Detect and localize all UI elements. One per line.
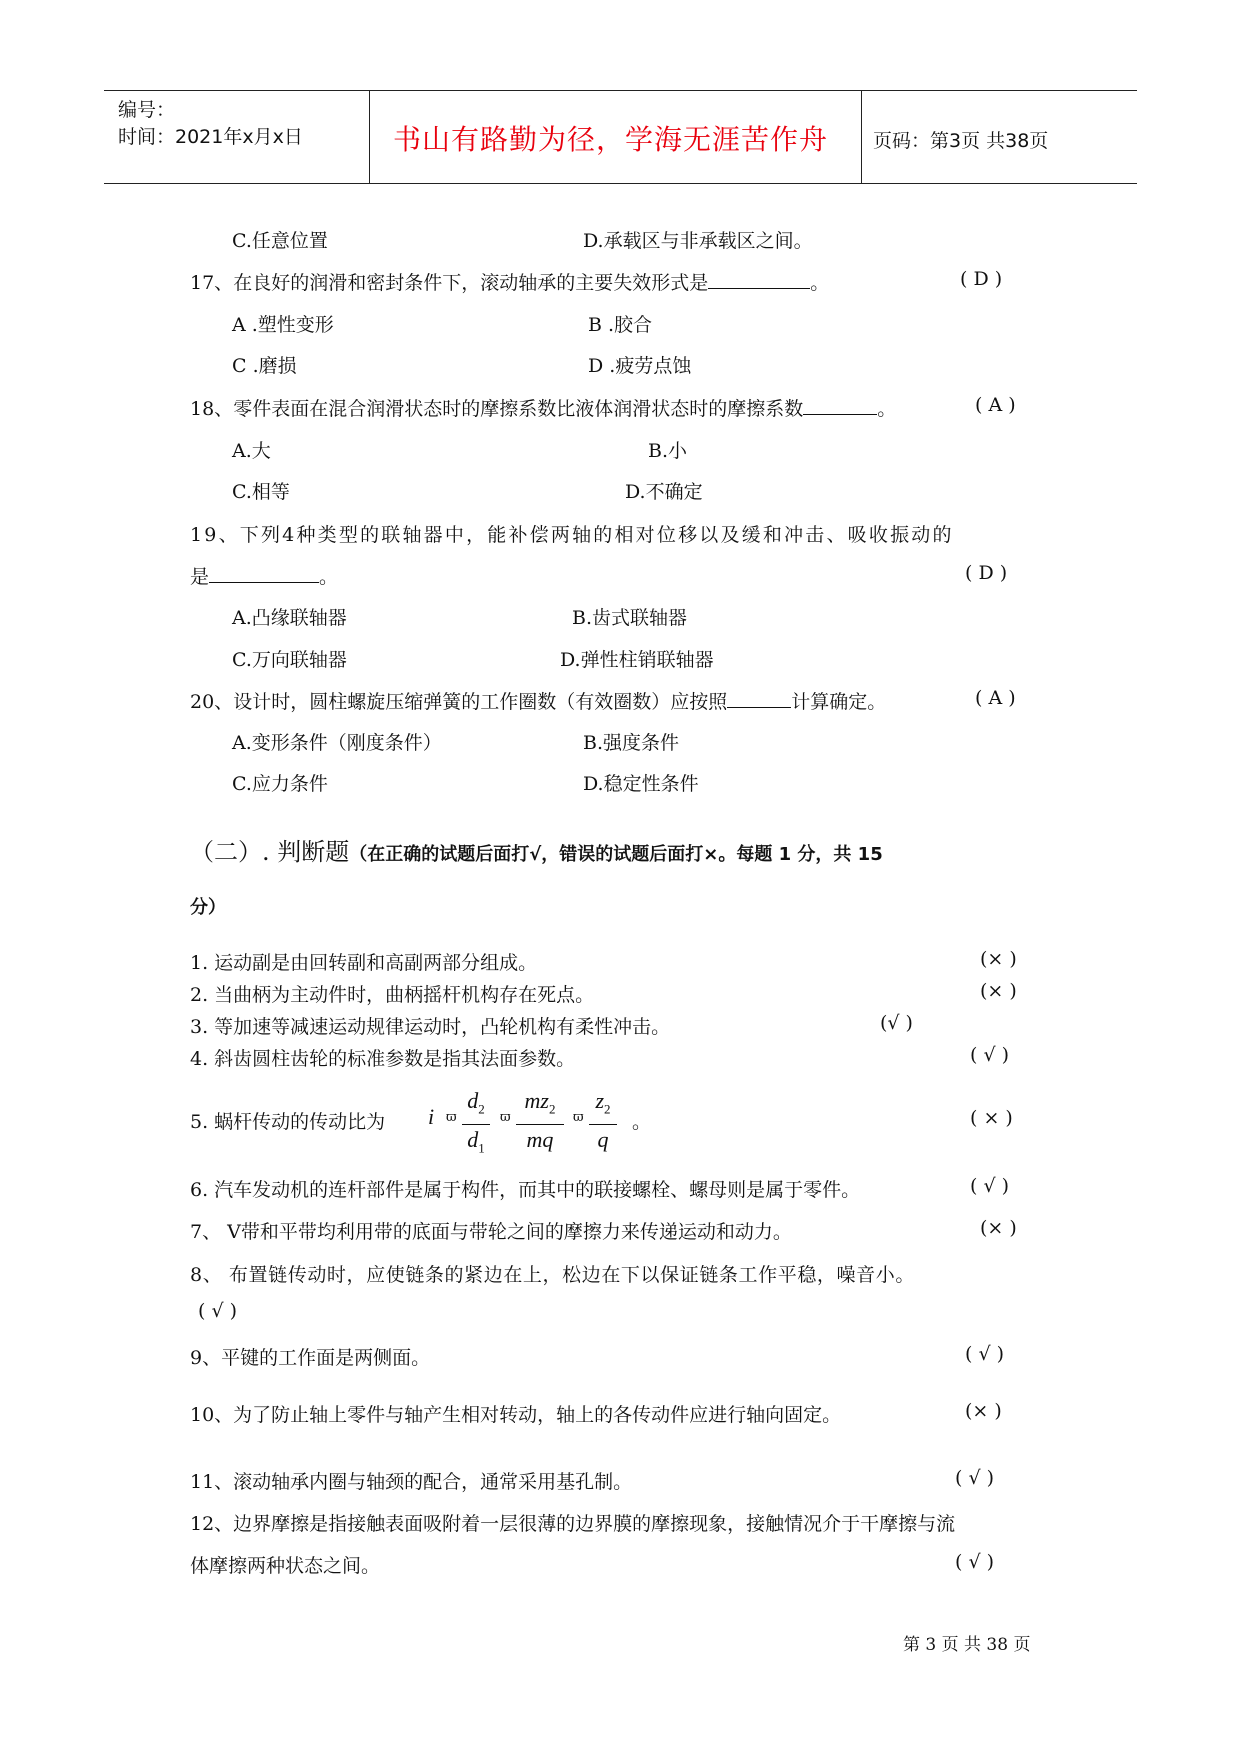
q20-option-c: C.应力条件 xyxy=(232,773,328,795)
q18-option-c: C.相等 xyxy=(232,481,290,503)
tf11-text: 11、滚动轴承内圈与轴颈的配合，通常采用基孔制。 xyxy=(190,1471,633,1493)
q18-text: 零件表面在混合润滑状态时的摩擦系数比液体润滑状态时的摩擦系数 xyxy=(233,398,804,420)
q20-text: 设计时，圆柱螺旋压缩弹簧的工作圈数（有效圈数）应按照 xyxy=(233,691,728,713)
section2-heading xyxy=(190,832,883,867)
formula-frac-1-num: $d_2$ xyxy=(467,1088,485,1117)
formula-frac-3 xyxy=(589,1088,617,1153)
q20-option-a: A.变形条件（刚度条件） xyxy=(232,732,442,754)
q18-answer: ( A ) xyxy=(975,394,1016,416)
time-label: 时间：2021年x月x日 xyxy=(118,126,303,148)
tf6-answer: ( √ ) xyxy=(970,1175,1010,1197)
q19-number: 19、 xyxy=(190,524,240,546)
q17-option-b: B .胶合 xyxy=(588,314,653,336)
q18-option-d: D.不确定 xyxy=(625,481,703,503)
q18-option-a: A.大 xyxy=(232,440,271,462)
formula-frac-1-den: $d_1$ xyxy=(467,1127,485,1156)
q19-text2: 是 xyxy=(190,566,210,588)
q19-stem xyxy=(190,520,954,547)
tf4-text: 4. 斜齿圆柱齿轮的标准参数是指其法面参数。 xyxy=(190,1048,576,1070)
tf10-answer: (× ) xyxy=(965,1400,1002,1422)
formula-lhs: i xyxy=(428,1104,435,1129)
q18-option-b: B.小 xyxy=(648,440,688,462)
q19-option-a: A.凸缘联轴器 xyxy=(232,607,347,629)
section2-note-end: 分） xyxy=(190,897,226,918)
q17-stem xyxy=(190,268,829,295)
formula-frac-1 xyxy=(462,1088,490,1162)
tf4-answer: ( √ ) xyxy=(970,1044,1010,1066)
tf2-text: 2. 当曲柄为主动件时，曲柄摇杆机构存在死点。 xyxy=(190,984,595,1006)
tf3-text: 3. 等加速等减速运动规律运动时，凸轮机构有柔性冲击。 xyxy=(190,1016,671,1038)
q19-option-c: C.万向联轴器 xyxy=(232,649,347,671)
formula-frac-1-bar xyxy=(462,1124,490,1125)
formula-equals-3: ϖ xyxy=(573,1110,584,1125)
formula-frac-2-bar xyxy=(516,1124,564,1125)
tf11-answer: ( √ ) xyxy=(955,1467,995,1489)
q20-option-d: D.稳定性条件 xyxy=(583,773,699,795)
header-bottom-rule xyxy=(104,183,1137,184)
formula-equals-2: ϖ xyxy=(500,1110,511,1125)
header-top-rule xyxy=(104,90,1137,91)
tf12-text: 12、边界摩擦是指接触表面吸附着一层很薄的边界膜的摩擦现象，接触情况介于干摩擦与流 xyxy=(190,1513,956,1535)
q20-suffix: 计算确定。 xyxy=(791,691,887,713)
q20-stem xyxy=(190,687,886,714)
formula-frac-2-den: mq xyxy=(526,1127,554,1153)
q20-blank xyxy=(727,689,791,708)
tf9-answer: ( √ ) xyxy=(965,1343,1005,1365)
tf7-text: 7、 V带和平带均利用带的底面与带轮之间的摩擦力来传递运动和动力。 xyxy=(190,1221,792,1243)
tf5-answer: ( × ) xyxy=(970,1107,1013,1129)
q19-answer: ( D ) xyxy=(965,562,1008,584)
tf1-answer: (× ) xyxy=(980,948,1017,970)
q18-blank xyxy=(803,396,877,415)
q20-option-b: B.强度条件 xyxy=(583,732,680,754)
q17-blank xyxy=(708,270,810,289)
q17-answer: ( D ) xyxy=(960,268,1003,290)
formula-frac-3-num: $z_2$ xyxy=(595,1088,611,1117)
serial-label: 编号： xyxy=(118,99,176,121)
q16-option-c: C.任意位置 xyxy=(232,230,328,252)
q17-number: 17、 xyxy=(190,272,234,294)
tf2-answer: (× ) xyxy=(980,980,1017,1002)
q20-number: 20、 xyxy=(190,691,234,713)
formula-frac-2 xyxy=(516,1088,564,1153)
q18-stem xyxy=(190,394,896,421)
tf7-answer: (× ) xyxy=(980,1217,1017,1239)
q18-number: 18、 xyxy=(190,398,234,420)
q19-option-b: B.齿式联轴器 xyxy=(572,607,688,629)
tf12-answer: ( √ ) xyxy=(955,1551,995,1573)
tf9-text: 9、平键的工作面是两侧面。 xyxy=(190,1347,431,1369)
q19-text: 下列4种类型的联轴器中，能补偿两轴的相对位移以及缓和冲击、吸收振动的 xyxy=(239,524,954,546)
q19-option-d: D.弹性柱销联轴器 xyxy=(560,649,714,671)
formula-frac-3-bar xyxy=(589,1124,617,1125)
q19-blank xyxy=(209,564,319,583)
tf8-answer: ( √ ) xyxy=(198,1300,238,1322)
q17-option-a: A .塑性变形 xyxy=(232,314,334,336)
section2-title: （二）. 判断题 xyxy=(190,838,350,866)
tf8-text: 8、 布置链传动时，应使链条的紧边在上，松边在下以保证链条工作平稳，噪音小。 xyxy=(190,1264,915,1286)
q20-answer: ( A ) xyxy=(975,687,1016,709)
q17-option-d: D .疲劳点蚀 xyxy=(588,355,692,377)
q16-option-d: D.承载区与非承载区之间。 xyxy=(583,230,813,252)
tf1-text: 1. 运动副是由回转副和高副两部分组成。 xyxy=(190,952,538,974)
tf12-text-line2: 体摩擦两种状态之间。 xyxy=(190,1555,381,1577)
q19-stem-line2 xyxy=(190,562,338,589)
q17-option-c: C .磨损 xyxy=(232,355,297,377)
formula-end: 。 xyxy=(632,1111,652,1133)
q17-suffix: 。 xyxy=(810,272,830,294)
tf5-text: 5. 蜗杆传动的传动比为 xyxy=(190,1111,386,1133)
formula-frac-2-num: $mz_2$ xyxy=(524,1088,556,1117)
header-page-info: 页码：第3页 共38页 xyxy=(873,130,1049,152)
section2-note: （在正确的试题后面打√，错误的试题后面打×。每题 1 分，共 15 xyxy=(349,844,883,865)
header-motto: 书山有路勤为径，学海无涯苦作舟 xyxy=(393,123,829,156)
formula-equals-1: ϖ xyxy=(446,1110,457,1125)
tf6-text: 6. 汽车发动机的连杆部件是属于构件，而其中的联接螺栓、螺母则是属于零件。 xyxy=(190,1179,861,1201)
tf10-text: 10、为了防止轴上零件与轴产生相对转动，轴上的各传动件应进行轴向固定。 xyxy=(190,1404,842,1426)
q19-suffix: 。 xyxy=(319,566,339,588)
formula-frac-3-den: q xyxy=(597,1127,609,1153)
header-divider-left xyxy=(369,90,370,183)
q17-text: 在良好的润滑和密封条件下，滚动轴承的主要失效形式是 xyxy=(233,272,709,294)
q18-suffix: 。 xyxy=(877,398,897,420)
header-divider-right xyxy=(861,90,862,183)
tf3-answer: (√ ) xyxy=(880,1012,913,1034)
page-footer: 第 3 页 共 38 页 xyxy=(903,1635,1031,1655)
